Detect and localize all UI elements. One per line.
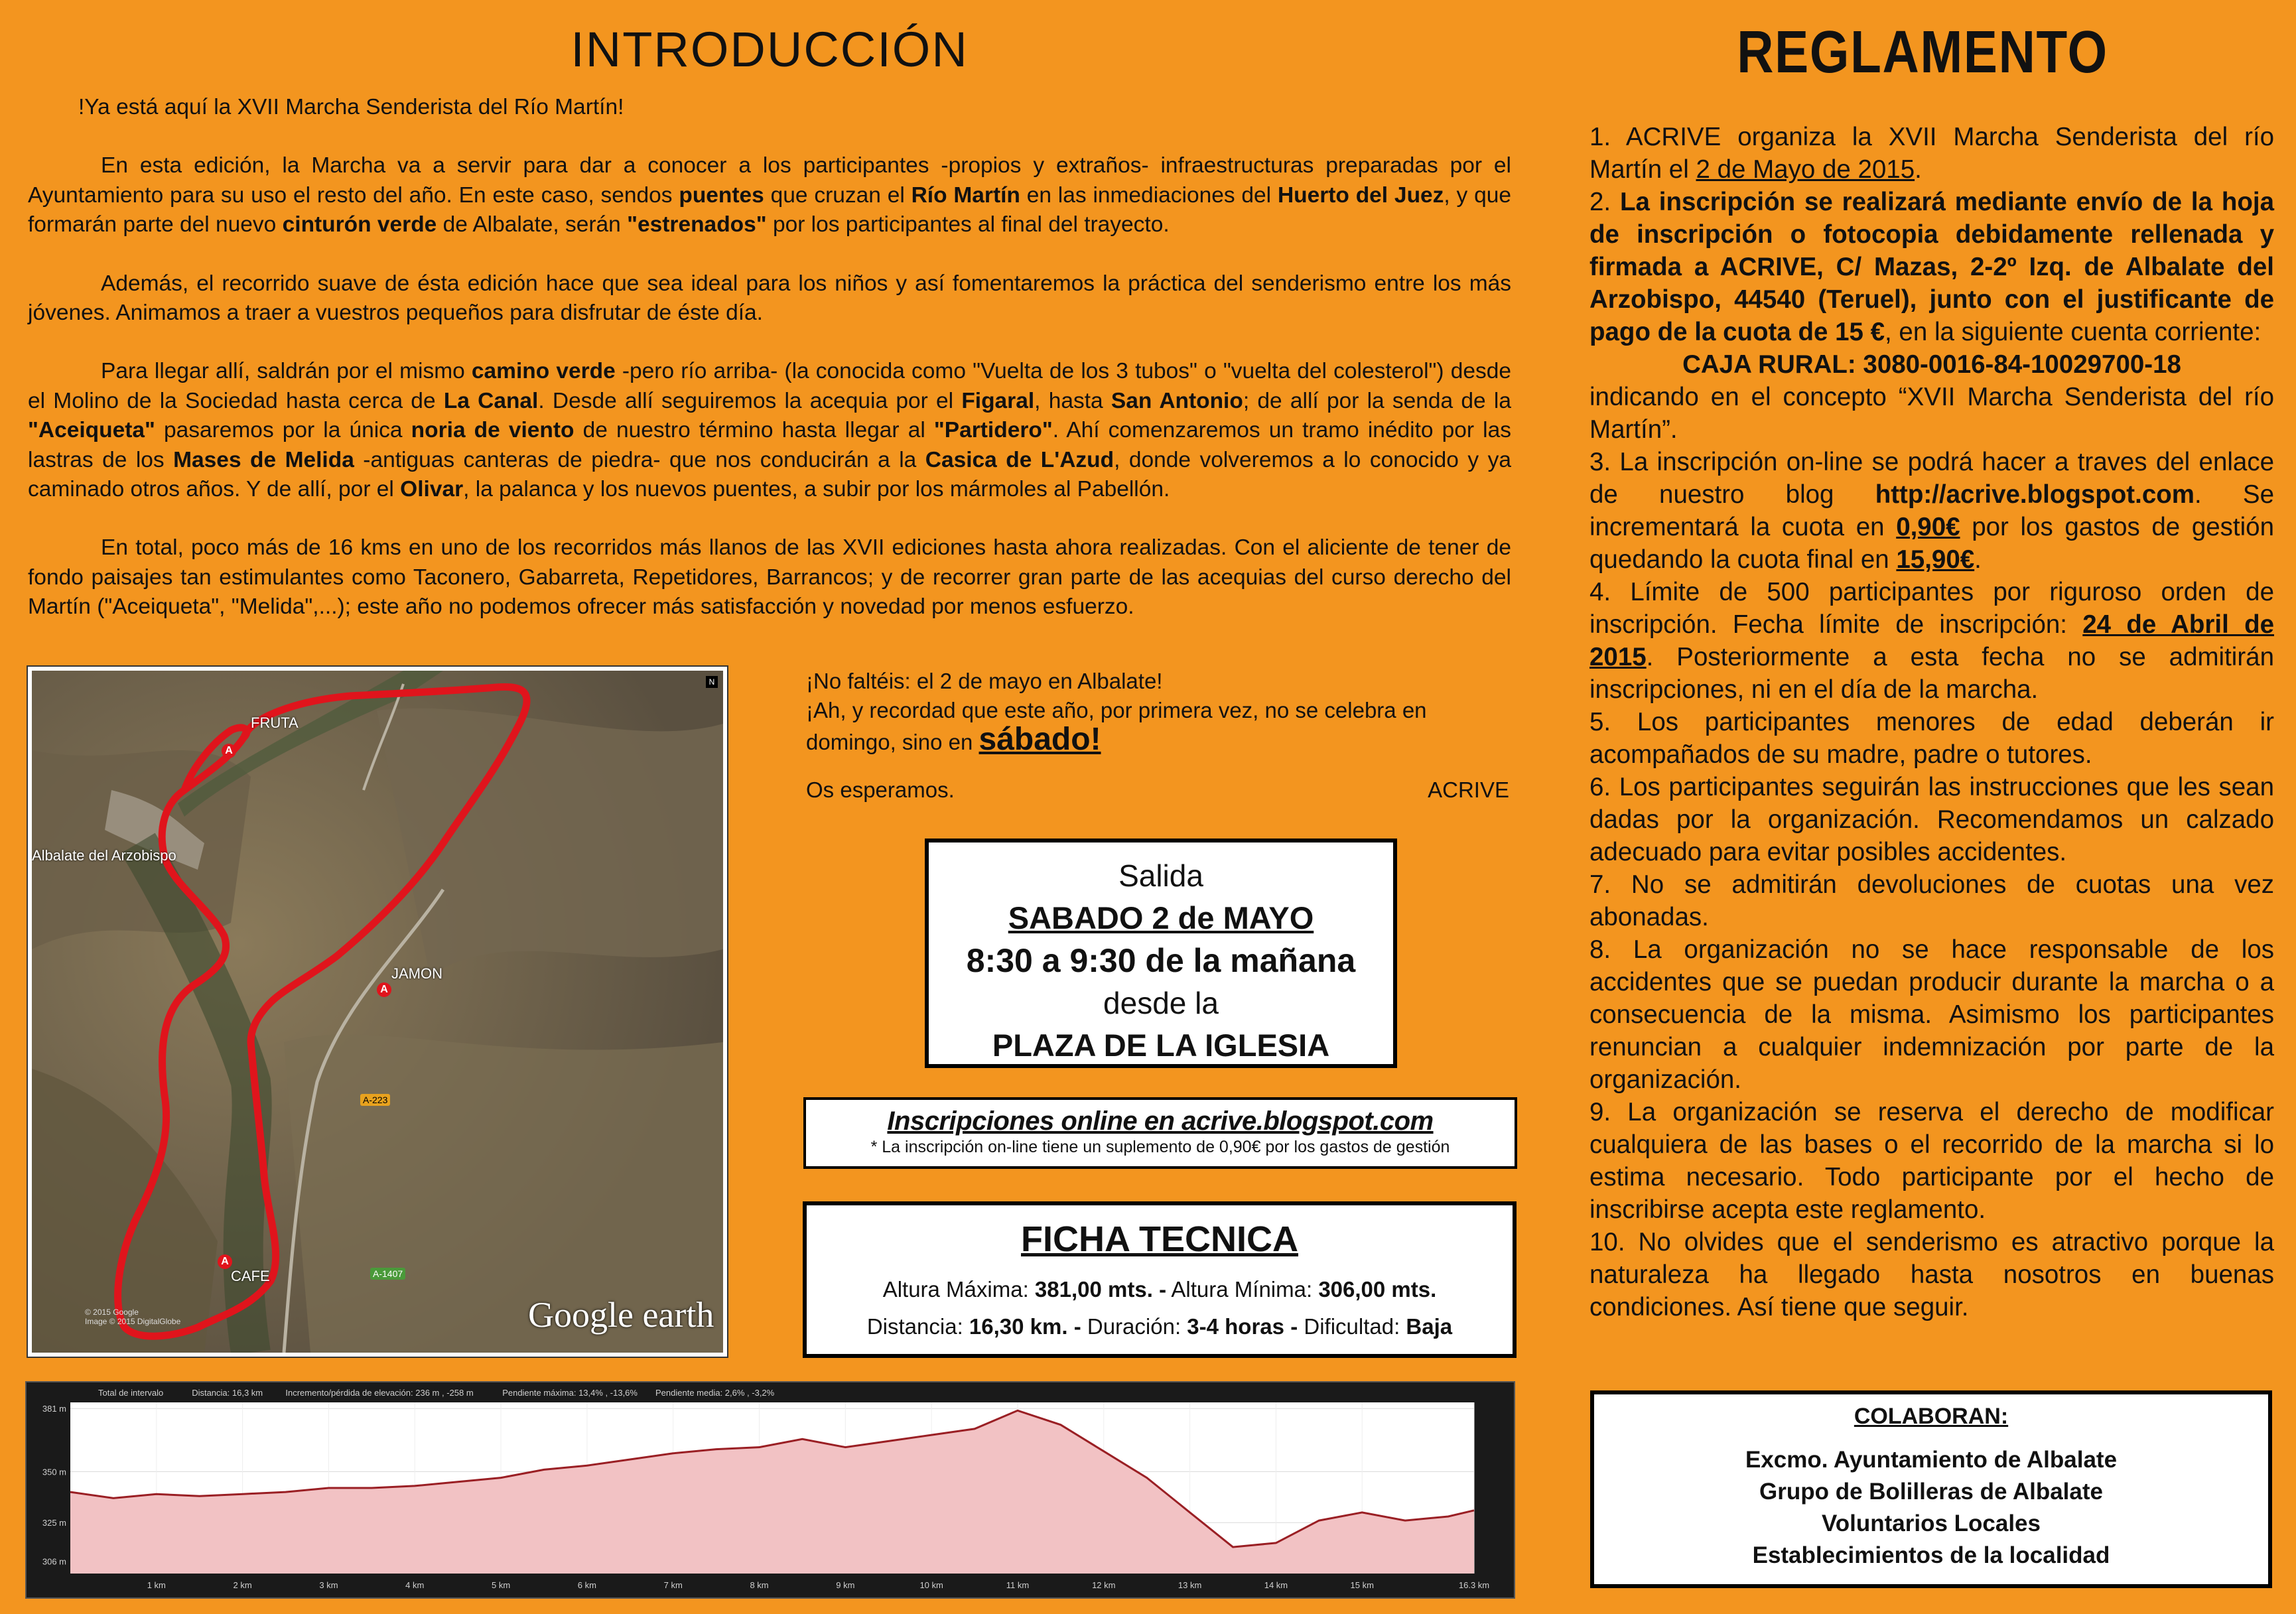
elevation-profile [25, 1381, 1515, 1599]
road-label-a1407: A-1407 [370, 1268, 405, 1280]
rule-2: 2. La inscripción se realizará mediante envío de la hoja de inscripción o fotocopia debidamente rellenada y firmada a ACRIVE, C/ Mazas, 2-2º Izq. de Albalate del Arzobispo, 44540 (Teruel), junto con el justificante de pago de la cuota de 15 €, en la siguiente cuenta corriente: [1589, 188, 2274, 346]
road-label-a223: A-223 [360, 1094, 390, 1106]
profile-y-tick: 325 m [42, 1518, 66, 1528]
profile-x-tick: 12 km [1092, 1580, 1116, 1590]
profile-x-tick: 15 km [1350, 1580, 1374, 1590]
map-copyright: © 2015 Google Image © 2015 DigitalGlobe [85, 1308, 181, 1326]
intro-paragraph-2: En esta edición, la Marcha va a servir para dar a conocer a los participantes -propios y extraños- infraestructuras preparadas por el Ayuntamiento para su uso el resto del año. En este caso, sendos puentes que cruzan el Río Martín en las inmediaciones del Huerto del Juez, y que formarán parte del nuevo cinturón verde de Albalate, serán "estrenados" por los participantes al final del trayecto. [28, 153, 1512, 237]
profile-header-label: Pendiente máxima: 13,4% , -13,6% [502, 1388, 638, 1398]
stop-label-fruta: FRUTA [251, 714, 299, 731]
stop-label-jamon: JAMON [391, 965, 442, 982]
rule-10: 10. No olvides que el senderismo es atractivo porque la naturaleza ha llegado hasta nosotros en buenas condiciones. Así tiene que seguir. [1589, 1228, 2274, 1321]
rule-7: 7. No se admitirán devoluciones de cuotas una vez abonadas. [1589, 870, 2274, 931]
departure-from: desde la [1103, 986, 1219, 1020]
marker-fruta: A [222, 744, 236, 758]
bank-account: CAJA RURAL: 3080-0016-84-10029700-18 [1682, 350, 2181, 379]
closing-line-1: ¡No faltéis: el 2 de mayo en Albalate! [806, 669, 1163, 693]
rule-4: 4. Límite de 500 participantes por riguroso orden de inscripción. Fecha límite de inscripción: 24 de Abril de 2015. Posteriormente a esta fecha no se admitirán inscripciones, ni en el día de la marcha. [1589, 578, 2274, 704]
closing-line-3: Os esperamos. ACRIVE [806, 775, 1509, 805]
rule-9: 9. La organización se reserva el derecho de modificar cualquiera de las bases o el recorrido de la marcha si lo estima necesario. Todo participante por el hecho de inscribirse acepta este reglamento. [1589, 1098, 2274, 1224]
collaborators-title: COLABORAN: [1854, 1404, 2009, 1429]
rules-body [1589, 121, 2274, 1323]
profile-y-tick: 350 m [42, 1467, 66, 1477]
google-earth-logo: Google earth [528, 1295, 714, 1335]
profile-x-tick: 6 km [577, 1580, 596, 1590]
technical-sheet [803, 1201, 1517, 1358]
technical-altitudes: Altura Máxima: 381,00 mts. - Altura Mínima: 306,00 mts. [882, 1277, 1437, 1302]
profile-header-label: Incremento/pérdida de elevación: 236 m , -258 m [285, 1388, 474, 1398]
sabado-highlight: sábado! [979, 722, 1101, 757]
departure-label: Salida [1118, 858, 1203, 893]
profile-y-tick: 381 m [42, 1404, 66, 1414]
technical-distance: Distancia: 16,30 km. - Duración: 3-4 horas - Dificultad: Baja [866, 1314, 1453, 1339]
online-registration-note: * La inscripción on-line tiene un suplemento de 0,90€ por los gastos de gestión [870, 1138, 1450, 1156]
profile-x-tick: 16.3 km [1458, 1580, 1490, 1590]
profile-x-tick: 1 km [147, 1580, 166, 1590]
collaborator-item: Establecimientos de la localidad [1752, 1542, 2110, 1568]
profile-header-label: Total de intervalo [98, 1388, 164, 1398]
technical-sheet-title: FICHA TECNICA [1021, 1219, 1298, 1259]
profile-x-tick: 2 km [233, 1580, 252, 1590]
intro-paragraph-4: Para llegar allí, saldrán por el mismo camino verde -pero río arriba- (la conocida como "Vuelta de los 3 tubos" o "vuelta del colesterol") desde el Molino de la Sociedad hasta cerca de La Canal. Desde allí seguiremos la acequia por el Figaral, hasta San Antonio; de allí por la senda de la "Aceiqueta" pasaremos por la única noria de viento de nuestro término hasta llegar al "Partidero". Ahí comenzaremos un tramo inédito por las lastras de los Mases de Melida -antiguas canteras de piedra- que nos conducirán a la Casica de L'Azud, donde volveremos a lo conocido y ya caminado otros años. Y de allí, por el Olivar, la palanca y los nuevos puentes, a subir por los mármoles al Pabellón. [28, 359, 1511, 502]
departure-place: PLAZA DE LA IGLESIA [992, 1028, 1330, 1063]
route-map [27, 665, 728, 1358]
north-indicator: N [706, 676, 718, 688]
closing-message [806, 667, 1509, 805]
intro-paragraph-5: En total, poco más de 16 kms en uno de los recorridos más llanos de las XVII ediciones hasta ahora realizadas. Con el aliciente de tener de fondo paisajes tan estimulantes como Taconero, Gabarreta, Repetidores, Barrancos; y de recorrer gran parte de las acequias del curso derecho del Martín ("Aceiqueta", "Melida",...); este año no podemos ofrecer más satisfacción y novedad por menos esfuerzo. [28, 535, 1511, 620]
rule-3: 3. La inscripción on-line se podrá hacer a traves del enlace de nuestro blog http://acrive.blogspot.com. Se incrementará la cuota en 0,90€ por los gastos de gestión quedando la cuota final en 15,90€. [1589, 448, 2274, 574]
profile-x-tick: 3 km [319, 1580, 338, 1590]
online-registration-title: Inscripciones online en acrive.blogspot.com [887, 1107, 1434, 1136]
stop-label-cafe: CAFE [231, 1268, 270, 1284]
marker-jamon: A [377, 982, 391, 997]
profile-x-tick: 9 km [836, 1580, 855, 1590]
closing-line-2: ¡Ah, y recordad que este año, por primera vez, no se celebra en domingo, sino en sábado! [806, 698, 1427, 757]
profile-x-tick: 5 km [491, 1580, 511, 1590]
rule-1: 1. ACRIVE organiza la XVII Marcha Senderista del río Martín el 2 de Mayo de 2015. [1589, 123, 2274, 184]
intro-paragraph-3: Además, el recorrido suave de ésta edición hace que sea ideal para los niños y así fomentaremos la práctica del senderismo entre los más jóvenes. Animamos a traer a vuestros pequeños para disfrutar de éste día. [28, 271, 1511, 326]
profile-x-tick: 11 km [1006, 1580, 1030, 1590]
satellite-image [32, 671, 723, 1353]
rule-8: 8. La organización no se hace responsable de los accidentes que se puedan producir durante la marcha o a consecuencia de la misma. Asimismo los participantes renuncian a cualquier indemnización por parte de la organización. [1589, 935, 2274, 1094]
profile-x-tick: 14 km [1264, 1580, 1288, 1590]
marker-cafe: A [218, 1254, 232, 1269]
profile-x-tick: 8 km [750, 1580, 769, 1590]
rules-title: REGLAMENTO [1737, 19, 2108, 86]
collaborator-item: Excmo. Ayuntamiento de Albalate [1745, 1447, 2118, 1473]
rule-6: 6. Los participantes seguirán las instrucciones que les sean dadas por la organización. Recomendamos un calzado adecuado para evitar posibles accidentes. [1589, 773, 2274, 866]
intro-title: INTRODUCCIÓN [571, 22, 969, 77]
closing-signature: ACRIVE [1428, 777, 1509, 802]
profile-x-tick: 4 km [405, 1580, 425, 1590]
collaborators-box [1590, 1390, 2272, 1588]
elevation-chart [27, 1382, 1514, 1597]
rule-2-concept: indicando en el concepto “XVII Marcha Senderista del río Martín”. [1589, 383, 2274, 444]
departure-date: SABADO 2 de MAYO [1008, 900, 1314, 935]
collaborator-item: Voluntarios Locales [1822, 1511, 2041, 1536]
online-registration-box [803, 1097, 1517, 1169]
profile-header-label: Pendiente media: 2,6% , -3,2% [655, 1388, 775, 1398]
departure-box [925, 839, 1397, 1068]
departure-time: 8:30 a 9:30 de la mañana [966, 942, 1356, 979]
collaborators-list [1594, 1444, 2268, 1572]
profile-header-label: Distancia: 16,3 km [192, 1388, 263, 1398]
intro-paragraph-1: !Ya está aquí la XVII Marcha Senderista del Río Martín! [78, 95, 624, 119]
intro-body [28, 93, 1511, 651]
profile-x-tick: 7 km [663, 1580, 683, 1590]
route-map-drawing [32, 671, 723, 1353]
profile-x-tick: 10 km [919, 1580, 943, 1590]
rule-5: 5. Los participantes menores de edad deberán ir acompañados de su madre, padre o tutores. [1589, 708, 2274, 769]
profile-y-tick: 306 m [42, 1556, 66, 1567]
profile-x-tick: 13 km [1178, 1580, 1202, 1590]
town-label: Albalate del Arzobispo [32, 847, 176, 864]
collaborator-item: Grupo de Bolilleras de Albalate [1759, 1479, 2103, 1505]
